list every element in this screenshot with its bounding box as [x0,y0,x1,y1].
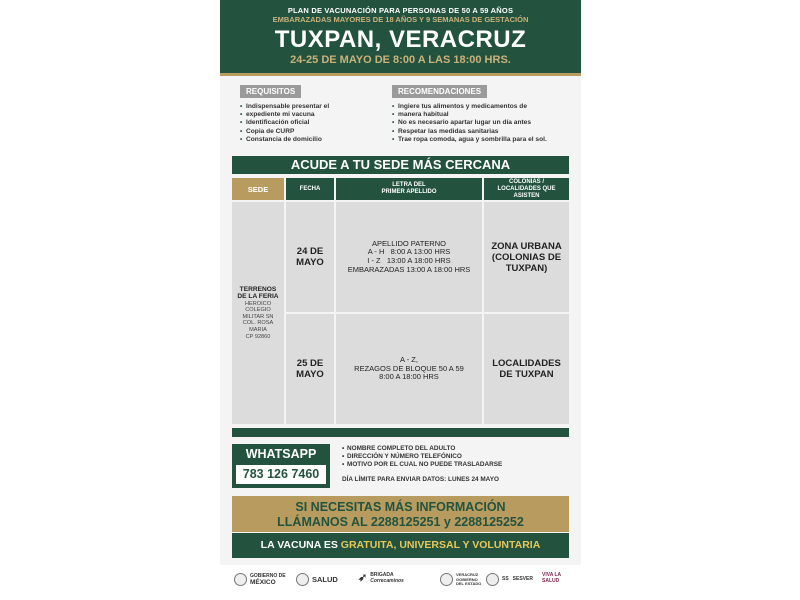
free-vaccine-band [232,533,569,558]
letra-cell-2 [336,314,482,424]
logo-ss-sesver [486,573,533,586]
list-item: • Trae ropa comoda, agua y sombrilla para el sol. [392,136,577,144]
logo-viva-la-salud [542,573,561,584]
list-item: • expediente mi vacuna [240,111,380,119]
list-item: • Constancia de domicilio [240,136,380,144]
letra-line: I - Z 13:00 A 18:00 HRS [367,256,451,265]
header-fecha: FECHA [286,178,334,200]
logo-veracruz [440,573,481,587]
fecha-cell-1 [286,202,334,312]
eagle-seal-icon [234,573,247,586]
list-item: • Indispensable presentar el [240,103,380,111]
logo-salud [296,573,338,586]
table-footer-bar [232,428,569,437]
sede-address-line: CP 92860 [245,333,271,340]
sede-name-line-2: DE LA FERIA [237,293,279,301]
list-item: • NOMBRE COMPLETO DEL ADULTO [342,445,502,453]
colonias-line: LOCALIDADES [492,358,561,369]
logo-text: GOBIERNO DE [250,572,286,579]
whatsapp-label: WHATSAPP [245,447,317,461]
list-item: • DIRECCIÓN Y NÚMERO TELEFÓNICO [342,453,502,461]
shield-icon [486,573,499,586]
logo-brigada [358,573,404,584]
header-line-1: PLAN DE VACUNACIÓN PARA PERSONAS DE 50 A 59 AÑOS [287,6,514,15]
header-colonias-line-1: COLONIAS / [508,178,544,185]
logo-text: VIVA LA [542,572,562,578]
colonias-cell-2 [484,314,569,424]
poster-title: TUXPAN, VERACRUZ [274,26,527,53]
logo-text: VERACRUZ [456,572,479,577]
letra-line: APELLIDO PATERNO [372,238,446,248]
requisitos-label: REQUISITOS [240,85,301,98]
logo-strip [220,565,581,600]
header-letra-line-1: LETRA DEL [392,182,426,188]
colonias-line: TUXPAN) [505,262,548,274]
roadrunner-icon: ➶ [358,571,368,584]
info-line-2: LLÁMANOS AL 2288125251 y 2288125252 [277,515,524,529]
letra-line: A - Z, [400,355,418,365]
header-letra [336,178,482,200]
fecha-line: MAYO [296,257,324,268]
logo-text: GOBIERNO [456,576,478,582]
list-item: • No es necesario apartar lugar un día antes [392,119,577,127]
list-item: • MOTIVO POR EL CUAL NO PUEDE TRASLADARSE [342,461,502,469]
recomendaciones-label: RECOMENDACIONES [392,85,487,98]
sede-address-line: MARIA [249,327,267,333]
logo-text: SALUD [542,577,560,584]
whatsapp-requirements [342,445,502,470]
list-item: • Ingiere tus alimentos y medicamentos de [392,103,577,111]
header-colonias-line-2: LOCALIDADES QUE ASISTEN [497,185,556,199]
letra-line: A - H 8:00 A 13:00 HRS [367,247,451,257]
fecha-line: 24 DE [296,246,324,257]
sede-address-line: COLEGIO [245,307,271,314]
header-line-2: EMBARAZADAS MAYORES DE 18 AÑOS Y 9 SEMANAS DE GESTACIÓN [272,15,529,24]
whatsapp-number: 783 126 7460 [236,465,326,484]
list-item: • Copia de CURP [240,128,380,136]
logo-text: SALUD [312,574,338,584]
header-colonias [484,178,569,200]
poster-header [220,0,581,73]
logo-text: Correcaminos [370,577,404,584]
info-line-1: SI NECESITAS MÁS INFORMACIÓN [295,500,506,514]
sede-banner: ACUDE A TU SEDE MÁS CERCANA [232,156,569,174]
free-highlight: GRATUITA, UNIVERSAL Y VOLUNTARIA [340,539,541,551]
requisitos-list [240,103,380,144]
letra-line: EMBARAZADAS 13:00 A 18:00 HRS [347,264,471,274]
logo-text: SESVER [512,575,533,582]
logo-text: BRIGADA [370,572,394,578]
logo-text: DEL ESTADO [456,581,482,587]
fecha-line: 25 DE [296,358,324,369]
recomendaciones-list [392,103,577,144]
sede-address-line: COL. ROSA [242,320,274,327]
list-item: • Respetar las medidas sanitarias [392,128,577,136]
letra-line: 8:00 A 18:00 HRS [379,372,439,382]
header-divider [220,73,581,76]
fecha-cell-2 [286,314,334,424]
logo-text: MÉXICO [250,578,276,586]
list-item: • Identificación oficial [240,119,380,127]
logo-text: SS [502,575,509,582]
letra-cell-1 [336,202,482,312]
letra-line: REZAGOS DE BLOQUE 50 A 59 [354,363,464,373]
sede-address-line: MILITAR SN [242,313,274,320]
eagle-seal-icon [296,573,309,586]
fecha-line: MAYO [296,369,324,380]
info-band [232,496,569,532]
free-prefix: LA VACUNA ES [260,539,341,551]
colonias-line: ZONA URBANA [491,240,562,252]
sede-cell [232,202,284,424]
sede-address-line: HEROICO [244,300,272,307]
header-sede: SEDE [232,178,284,200]
whatsapp-box [232,444,330,488]
colonias-line: (COLONIAS DE [491,251,562,263]
header-dates: 24-25 DE MAYO DE 8:00 A LAS 18:00 HRS. [290,54,511,66]
header-letra-line-2: PRIMER APELLIDO [381,189,437,195]
list-item: • manera habitual [392,111,577,119]
colonias-line: DE TUXPAN [499,369,554,380]
coat-of-arms-icon [440,573,453,586]
sede-name-line-1: TERRENOS [239,285,277,293]
vaccination-poster [220,0,581,600]
whatsapp-deadline: DÍA LÍMITE PARA ENVIAR DATOS: LUNES 24 MAYO [342,476,499,483]
logo-gobierno-mexico [234,573,286,586]
colonias-cell-1 [484,202,569,312]
